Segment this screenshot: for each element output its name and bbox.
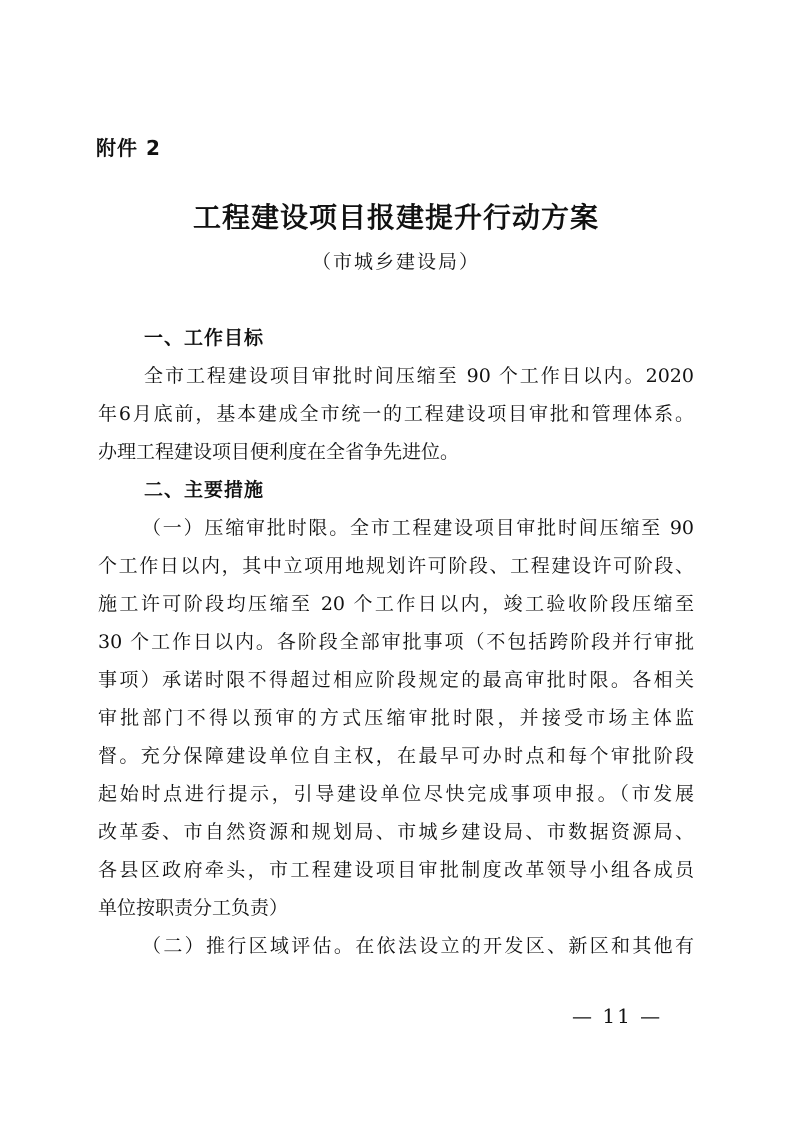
paragraph-line: （二）推行区域评估。在依法设立的开发区、新区和其他有 <box>142 935 694 957</box>
paragraph-line: 起始时点进行提示，引导建设单位尽快完成事项申报。（市发展 <box>98 783 694 805</box>
paragraph-line: 办理工程建设项目便利度在全省争先进位。 <box>98 441 460 463</box>
paragraph-line: 年6月底前，基本建成全市统一的工程建设项目审批和管理体系。 <box>98 403 694 425</box>
paragraph-line: 全市工程建设项目审批时间压缩至 90 个工作日以内。2020 <box>144 365 694 387</box>
paragraph-line: 施工许可阶段均压缩至 20 个工作日以内，竣工验收阶段压缩至 <box>98 593 694 615</box>
paragraph-line: 各县区政府牵头，市工程建设项目审批制度改革领导小组各成员 <box>98 859 694 881</box>
paragraph-line: 事项）承诺时限不得超过相应阶段规定的最高审批时限。各相关 <box>98 669 694 691</box>
section-heading-measures: 二、主要措施 <box>144 479 265 501</box>
document-body <box>98 319 694 965</box>
page-number: — 11 — <box>572 1004 663 1028</box>
paragraph-line: 单位按职责分工负责） <box>98 897 289 919</box>
paragraph-line: 改革委、市自然资源和规划局、市城乡建设局、市数据资源局、 <box>98 821 694 843</box>
paragraph-line: 30 个工作日以内。各阶段全部审批事项（不包括跨阶段并行审批 <box>98 631 694 653</box>
section-heading-goals: 一、工作目标 <box>144 327 265 349</box>
document-subtitle: （市城乡建设局） <box>311 251 480 273</box>
attachment-label: 附件 2 <box>96 136 161 160</box>
document-title: 工程建设项目报建提升行动方案 <box>192 201 599 234</box>
paragraph-line: 督。充分保障建设单位自主权，在最早可办时点和每个审批阶段 <box>98 745 694 767</box>
paragraph-line: （一）压缩审批时限。全市工程建设项目审批时间压缩至 90 <box>142 517 694 539</box>
paragraph-line: 审批部门不得以预审的方式压缩审批时限，并接受市场主体监 <box>98 707 694 729</box>
paragraph-line: 个工作日以内，其中立项用地规划许可阶段、工程建设许可阶段、 <box>98 555 694 577</box>
